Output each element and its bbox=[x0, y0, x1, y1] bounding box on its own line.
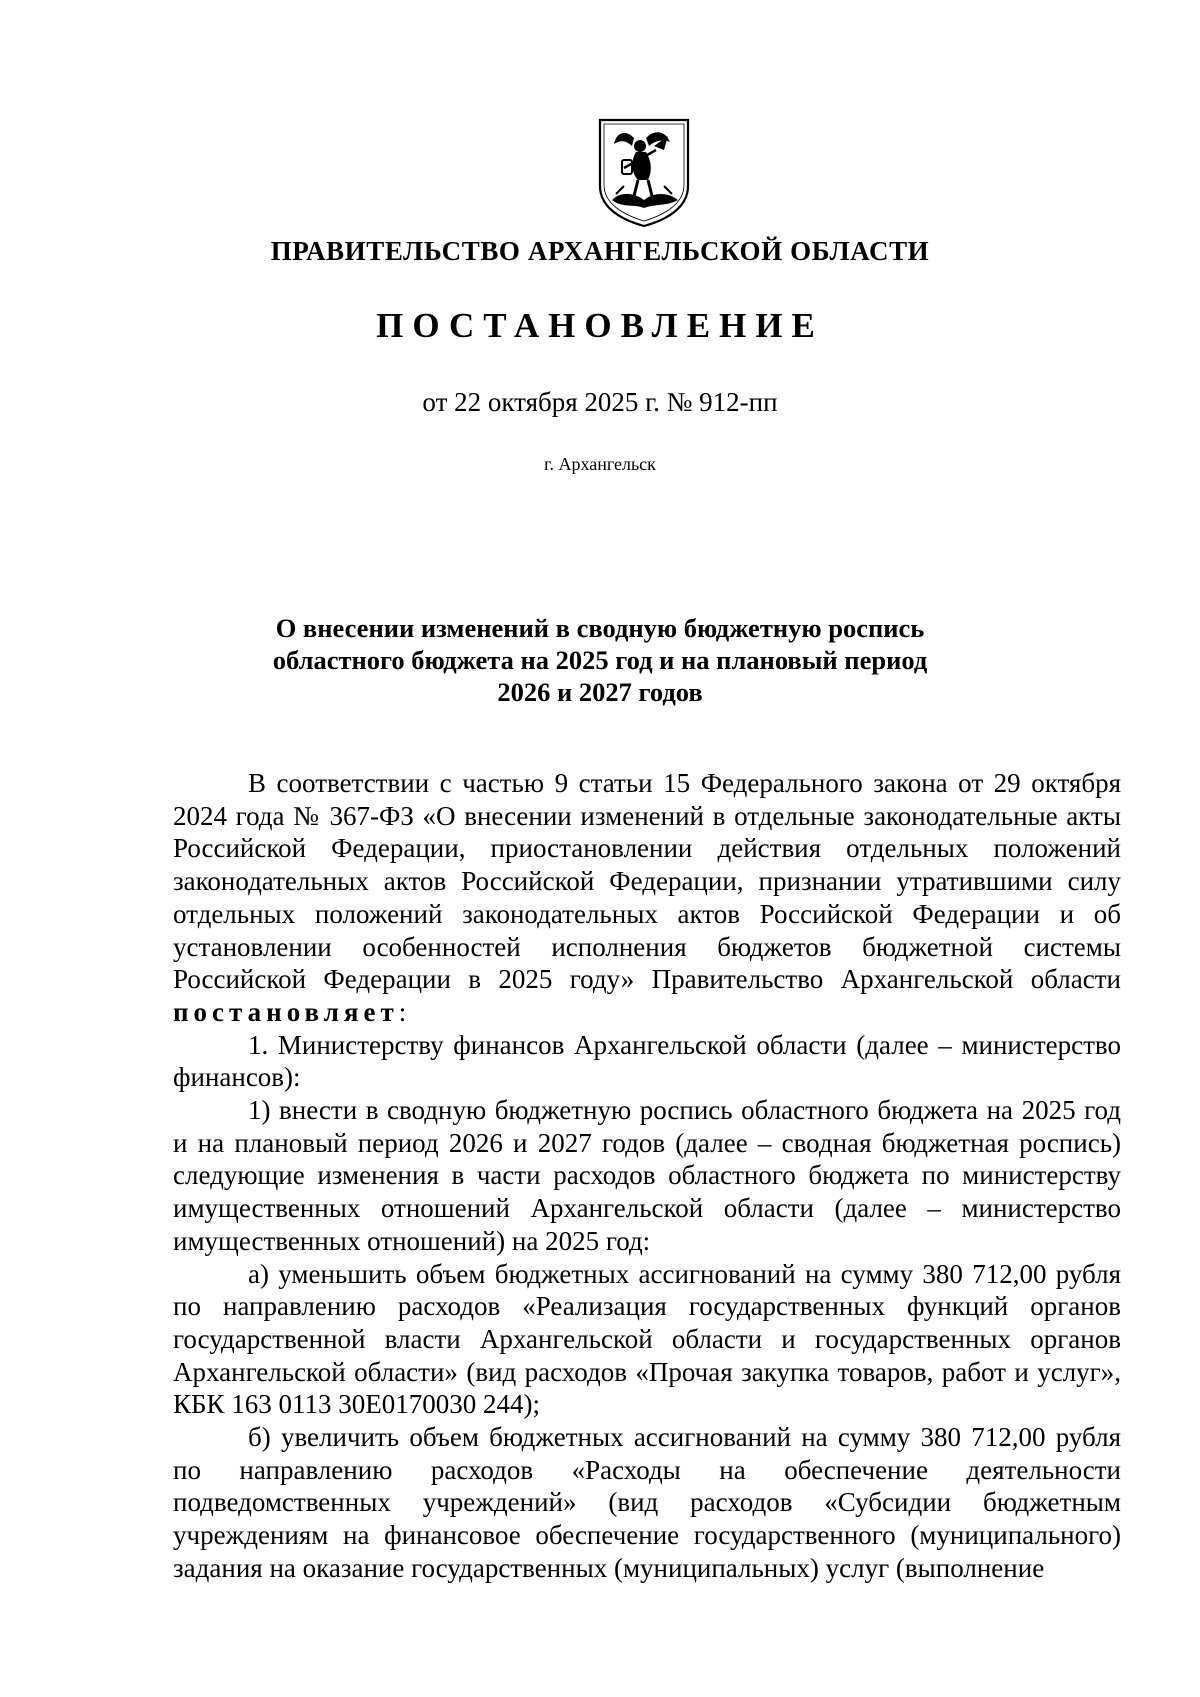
preamble-text: В соответствии с частью 9 статьи 15 Федерального закона от 29 октября 2024 года № 367-ФЗ «О внесении изменений в отдельные законодательные акты Российской Федерации, приостановлении действия отдельных положений законодательных актов Российской Федерации, признании утратившими силу отдельных положений законодательных актов Российской Федерации и об установлении особенностей исполнения бюджетов бюджетной системы Российской Федерации в 2025 году» Правительство Архангельской области bbox=[173, 768, 1121, 995]
government-title: ПРАВИТЕЛЬСТВО АРХАНГЕЛЬСКОЙ ОБЛАСТИ bbox=[270, 236, 930, 266]
document-city: г. Архангельск bbox=[544, 454, 656, 474]
subject-line: О внесении изменений в сводную бюджетную роспись bbox=[275, 613, 925, 643]
paragraph-subitem-a: а) уменьшить объем бюджетных ассигнований на сумму 380 712,00 рубля по направлению расходов «Реализация государственных функций органов государственной власти Архангельской области и государственных органов Архангельской области» (вид расходов «Прочая закупка товаров, работ и услуг», КБК 163 0113 30Е0170030 244); bbox=[173, 1258, 1121, 1420]
subject-line: областного бюджета на 2025 год и на плановый период bbox=[272, 645, 928, 675]
subject-line: 2026 и 2027 годов bbox=[497, 677, 703, 707]
document-body bbox=[173, 767, 1121, 1585]
document-subject bbox=[250, 612, 950, 708]
paragraph-subitem-b: б) увеличить объем бюджетных ассигнований на сумму 380 712,00 рубля по направлению расходов «Расходы на обеспечение деятельности подведомственных учреждений» (вид расходов «Субсидии бюджетным учреждениям на финансовое обеспечение государственного (муниципального) задания на оказание государственных (муниципальных) услуг (выполнение bbox=[173, 1422, 1121, 1583]
paragraph-subitem-1: 1) внести в сводную бюджетную роспись областного бюджета на 2025 год и на плановый период 2026 и 2027 годов (далее – сводная бюджетная роспись) следующие изменения в части расходов областного бюджета по министерству имущественных отношений Архангельской области (далее – министерство имущественных отношений) на 2025 год: bbox=[173, 1095, 1121, 1256]
preamble-paragraph bbox=[173, 767, 1121, 1029]
document-date-number: от 22 октября 2025 г. № 912-пп bbox=[422, 387, 778, 417]
document-type: ПОСТАНОВЛЕНИЕ bbox=[376, 306, 824, 345]
coat-of-arms-icon bbox=[594, 116, 694, 228]
preamble-colon: : bbox=[398, 996, 407, 1027]
paragraph-item-1: 1. Министерству финансов Архангельской области (далее – министерство финансов): bbox=[173, 1029, 1121, 1093]
resolves-emphasis: постановляет bbox=[173, 996, 399, 1027]
